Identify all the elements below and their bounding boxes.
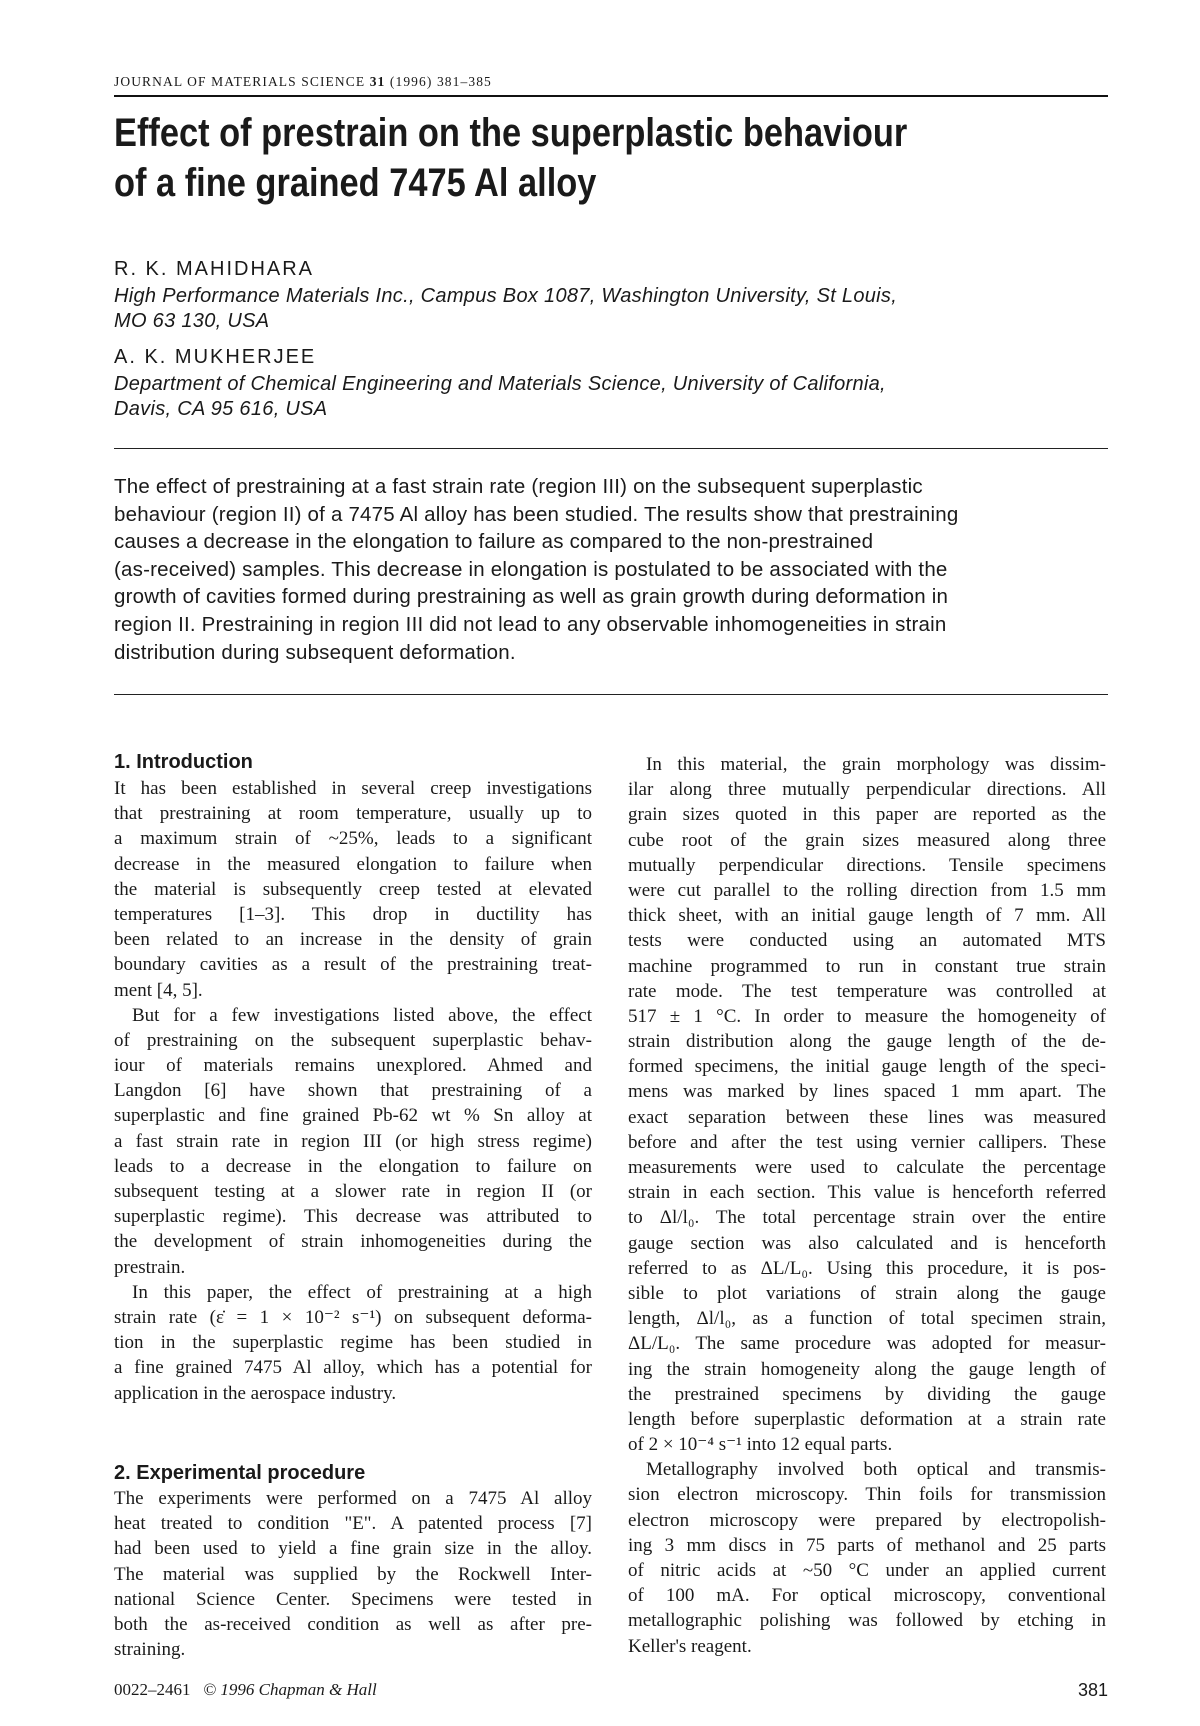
text-line: the prestrained specimens by dividing the gauge <box>628 1383 1106 1405</box>
text-line: before and after the test using vernier callipers. These <box>628 1131 1106 1153</box>
text-line: of prestraining on the subsequent superplastic behav- <box>114 1029 592 1051</box>
text-line: temperatures [1–3]. This drop in ductility has <box>114 903 592 925</box>
journal-name: JOURNAL OF MATERIALS SCIENCE <box>114 74 366 89</box>
journal-header <box>114 74 492 90</box>
abstract-line: behaviour (region II) of a 7475 Al alloy has been studied. The results show that prestraining <box>114 502 959 526</box>
paragraph <box>628 752 1106 1457</box>
section-heading-experimental: 2. Experimental procedure <box>114 1462 366 1484</box>
text-line: were cut parallel to the rolling direction from 1.5 mm <box>628 879 1106 901</box>
text-line: grain sizes quoted in this paper are reported as the <box>628 804 1106 826</box>
text-line: straining. <box>114 1639 186 1661</box>
abstract <box>114 473 958 666</box>
text-line: The material was supplied by the Rockwell Inter- <box>114 1563 592 1585</box>
text-line: The experiments were performed on a 7475 Al alloy <box>114 1488 592 1509</box>
abstract-line: distribution during subsequent deformation. <box>114 640 516 664</box>
text-line: a maximum strain of ~25%, leads to a significant <box>114 828 592 850</box>
text-line: that prestraining at room temperature, usually up to <box>114 803 592 825</box>
abstract-top-rule <box>114 448 1108 449</box>
text-line: formed specimens, the initial gauge length of the speci- <box>628 1056 1106 1078</box>
text-line: a fine grained 7475 Al alloy, which has a potential for <box>114 1357 592 1379</box>
text-line: mutually perpendicular directions. Tensile specimens <box>628 854 1106 876</box>
text-line: tests were conducted using an automated MTS <box>628 930 1106 952</box>
text-line: exact separation between these lines was measured <box>628 1106 1106 1128</box>
paragraph <box>114 1486 592 1662</box>
text-line: Langdon [6] have shown that prestraining of a <box>114 1080 592 1102</box>
journal-year-pages: (1996) 381–385 <box>389 74 492 89</box>
text-line: ing 3 mm discs in 75 parts of methanol and 25 parts <box>628 1534 1106 1556</box>
text-line: leads to a decrease in the elongation to failure on <box>114 1155 592 1177</box>
experimental-body <box>114 1486 592 1662</box>
text-line: gauge section was also calculated and is henceforth <box>628 1232 1106 1254</box>
text-line: ing the strain homogeneity along the gauge length of <box>628 1358 1106 1380</box>
text-line: been related to an increase in the density of grain <box>114 929 592 951</box>
text-line: boundary cavities as a result of the prestraining treat- <box>114 954 592 976</box>
text-line: of 2 × 10⁻⁴ s⁻¹ into 12 equal parts. <box>628 1434 893 1456</box>
abstract-line: causes a decrease in the elongation to failure as compared to the non-prestrained <box>114 530 874 554</box>
text-line: rate mode. The test temperature was controlled at <box>628 980 1106 1002</box>
text-line: of 100 mA. For optical microscopy, conventional <box>628 1585 1106 1607</box>
text-line: But for a few investigations listed above, the effect <box>132 1004 592 1026</box>
abstract-line: (as-received) samples. This decrease in elongation is postulated to be associated with the <box>114 557 948 581</box>
text-line: sible to plot variations of strain along the gauge <box>628 1282 1106 1304</box>
author-affiliation <box>114 372 886 422</box>
text-line: ment [4, 5]. <box>114 979 203 1001</box>
text-line: length before superplastic deformation at a strain rate <box>628 1408 1106 1430</box>
text-line: superplastic and fine grained Pb-62 wt % Sn alloy at <box>114 1105 592 1127</box>
text-line: length, Δl/l₀, as a function of total specimen strain, <box>628 1308 1106 1330</box>
text-line: tion in the superplastic regime has been studied in <box>114 1332 592 1354</box>
text-line: cube root of the grain sizes measured along three <box>628 829 1106 851</box>
affiliation-line: Davis, CA 95 616, USA <box>114 398 328 420</box>
paper-title <box>114 108 907 208</box>
text-line: the material is subsequently creep tested at elevated <box>114 878 592 900</box>
text-line: measurements were used to calculate the percentage <box>628 1157 1106 1178</box>
paragraph <box>114 1003 592 1280</box>
text-line: the development of strain inhomogeneities during the <box>114 1231 592 1253</box>
text-line: national Science Center. Specimens were tested in <box>114 1588 592 1610</box>
footer-copyright <box>114 1680 377 1700</box>
page-number: 381 <box>1077 1680 1108 1700</box>
journal-volume: 31 <box>369 74 386 89</box>
text-line: machine programmed to run in constant true strain <box>628 955 1106 977</box>
text-line: subsequent testing at a slower rate in region II (or <box>114 1181 592 1202</box>
text-line: iour of materials remains unexplored. Ahmed and <box>114 1055 592 1077</box>
text-line: electron microscopy were prepared by electropolish- <box>628 1509 1106 1531</box>
abstract-line: growth of cavities formed during prestraining as well as grain growth during deformation in <box>114 585 949 609</box>
text-line: application in the aerospace industry. <box>114 1382 397 1404</box>
header-rule <box>114 95 1108 97</box>
issn: 0022–2461 <box>114 1680 191 1699</box>
text-line: thick sheet, with an initial gauge length of 7 mm. All <box>628 905 1106 927</box>
text-line: sion electron microscopy. Thin foils for transmission <box>628 1484 1106 1506</box>
author-name: R. K. MAHIDHARA <box>114 258 315 280</box>
text-line: Keller's reagent. <box>628 1635 752 1657</box>
text-line: decrease in the measured elongation to failure when <box>114 853 592 875</box>
text-line: a fast strain rate in region III (or high stress regime) <box>114 1130 592 1152</box>
text-line: referred to as ΔL/L₀. Using this procedure, it is pos- <box>628 1257 1106 1279</box>
text-line: had been used to yield a fine grain size in the alloy. <box>114 1538 592 1560</box>
text-line: strain distribution along the gauge length of the de- <box>628 1031 1106 1053</box>
text-line: heat treated to condition "E". A patented process [7] <box>114 1513 592 1535</box>
title-line-1: Effect of prestrain on the superplastic behaviour <box>114 111 908 155</box>
affiliation-line: Department of Chemical Engineering and Materials Science, University of California, <box>114 373 886 395</box>
text-line: It has been established in several creep investigations <box>114 778 592 799</box>
paragraph <box>628 1457 1106 1659</box>
text-line: prestrain. <box>114 1256 186 1278</box>
text-line: In this material, the grain morphology was dissim- <box>646 754 1106 775</box>
text-line: Metallography involved both optical and transmis- <box>646 1459 1106 1481</box>
text-line: superplastic regime). This decrease was attributed to <box>114 1206 592 1228</box>
text-line: strain in each section. This value is henceforth referred <box>628 1182 1106 1204</box>
text-line: metallographic polishing was followed by etching in <box>628 1610 1106 1632</box>
text-line: mens was marked by lines spaced 1 mm apart. The <box>628 1081 1106 1103</box>
affiliation-line: MO 63 130, USA <box>114 310 270 332</box>
copyright: © 1996 Chapman & Hall <box>203 1680 377 1699</box>
text-line: In this paper, the effect of prestraining at a high <box>132 1281 592 1303</box>
introduction-body <box>114 776 592 1406</box>
right-column-body <box>628 752 1106 1659</box>
text-line: to Δl/l₀. The total percentage strain over the entire <box>628 1207 1106 1229</box>
abstract-bottom-rule <box>114 694 1108 695</box>
text-line: of nitric acids at ~50 °C under an applied current <box>628 1560 1106 1581</box>
title-line-2: of a fine grained 7475 Al alloy <box>114 161 597 205</box>
text-line: ΔL/L₀. The same procedure was adopted for measur- <box>628 1333 1106 1355</box>
section-heading-introduction: 1. Introduction <box>114 751 253 773</box>
abstract-line: region II. Prestraining in region III did not lead to any observable inhomogeneities in strain <box>114 612 947 636</box>
text-line: 517 ± 1 °C. In order to measure the homogeneity of <box>628 1005 1106 1027</box>
paragraph <box>114 1280 592 1406</box>
abstract-line: The effect of prestraining at a fast strain rate (region III) on the subsequent superplastic <box>114 475 923 498</box>
text-line: strain rate (ε̇ = 1 × 10⁻² s⁻¹) on subsequent deforma- <box>114 1306 592 1328</box>
paragraph <box>114 776 592 1003</box>
text-line: ilar along three mutually perpendicular directions. All <box>628 779 1106 801</box>
author-name: A. K. MUKHERJEE <box>114 346 317 368</box>
author-affiliation <box>114 284 897 334</box>
affiliation-line: High Performance Materials Inc., Campus Box 1087, Washington University, St Louis, <box>114 285 898 307</box>
text-line: both the as-received condition as well as after pre- <box>114 1613 592 1635</box>
